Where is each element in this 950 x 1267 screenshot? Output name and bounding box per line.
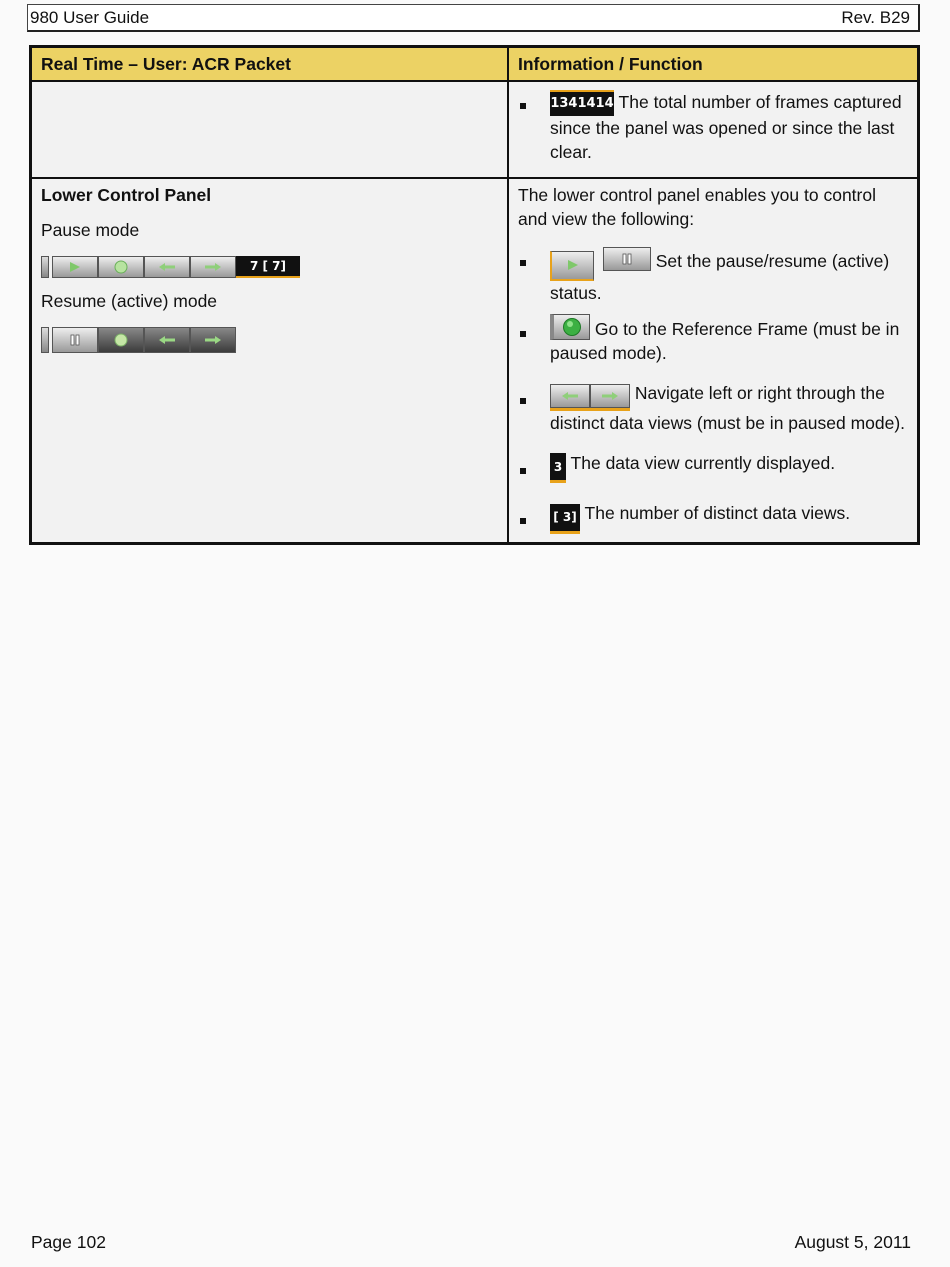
data-view-counter: 7 [ 7]: [236, 256, 300, 278]
list-item: [518, 381, 908, 435]
play-icon: [566, 259, 580, 271]
green-dot-icon: [562, 317, 582, 337]
view-count-value: [ 3]: [553, 510, 577, 524]
empty-cell: [31, 81, 509, 178]
navigate-description: Navigate left or right through the distinct data views (must be in paused mode).: [550, 382, 906, 433]
view-count-badge: [550, 504, 580, 534]
nav-right-button[interactable]: [590, 384, 630, 408]
pause-button[interactable]: [603, 247, 651, 271]
header-title: 980 User Guide: [30, 7, 150, 27]
arrow-right-icon: [204, 262, 222, 272]
navigate-icon: [550, 384, 630, 411]
resume-mode-toolbar: [41, 327, 498, 353]
list-item: [518, 451, 908, 484]
current-view-value: 3: [553, 459, 563, 474]
list-item: [518, 501, 908, 534]
resume-mode-label: Resume (active) mode: [41, 291, 218, 311]
reference-frame-description: Go to the Reference Frame (must be in paused mode).: [550, 318, 900, 363]
reference-frame-button[interactable]: [550, 314, 590, 340]
view-count-description: The number of distinct data views.: [580, 503, 851, 523]
header-revision: Rev. B29: [841, 7, 910, 27]
table-row: [31, 178, 919, 543]
pause-icon: [621, 253, 633, 265]
footer-page-number: Page 102: [31, 1232, 106, 1252]
list-item: [518, 314, 908, 365]
lower-panel-info-cell: [508, 178, 919, 543]
arrow-left-icon: [158, 262, 176, 272]
toolbar-handle: [41, 256, 49, 278]
current-view-description: The data view currently displayed.: [566, 452, 836, 473]
play-button[interactable]: [550, 251, 594, 281]
page-header: [27, 4, 920, 32]
pause-mode-label: Pause mode: [41, 220, 140, 240]
column-header-right: Information / Function: [508, 47, 919, 82]
table-header-row: [31, 47, 919, 82]
nav-left-button[interactable]: [144, 256, 190, 278]
arrow-right-icon: [204, 335, 222, 345]
table-row: [31, 81, 919, 178]
frame-counter-icon: [550, 90, 614, 116]
toolbar-handle: [41, 327, 49, 353]
lower-panel-intro: The lower control panel enables you to control and view the following:: [518, 185, 876, 229]
list-item: [518, 86, 908, 164]
lower-panel-cell: [31, 178, 509, 543]
list-item: [518, 243, 908, 305]
reference-frame-button[interactable]: [98, 327, 144, 353]
nav-right-button[interactable]: [190, 327, 236, 353]
arrow-left-icon: [158, 335, 176, 345]
frame-counter-value: 1341414: [550, 96, 614, 111]
current-view-badge: [550, 453, 566, 483]
column-header-left: Real Time – User: ACR Packet: [31, 47, 509, 82]
arrow-left-icon: [561, 391, 579, 401]
play-button[interactable]: [52, 256, 98, 278]
play-icon: [68, 261, 82, 273]
info-table: [29, 45, 920, 545]
pause-button[interactable]: [52, 327, 98, 353]
pause-resume-icon: [550, 247, 651, 281]
arrow-right-icon: [601, 391, 619, 401]
pause-mode-toolbar: [41, 256, 498, 278]
frames-description: The total number of frames captured since the panel was opened or since the last clear.: [550, 92, 902, 162]
green-dot-icon: [114, 333, 128, 347]
frames-cell: [508, 81, 919, 178]
pause-resume-description: Set the pause/resume (active) status.: [550, 251, 890, 303]
footer-date: August 5, 2011: [794, 1232, 911, 1252]
green-dot-icon: [114, 260, 128, 274]
lower-panel-title: Lower Control Panel: [41, 185, 212, 205]
reference-frame-button[interactable]: [98, 256, 144, 278]
nav-left-button[interactable]: [550, 384, 590, 408]
pause-icon: [69, 334, 81, 346]
nav-left-button[interactable]: [144, 327, 190, 353]
nav-right-button[interactable]: [190, 256, 236, 278]
